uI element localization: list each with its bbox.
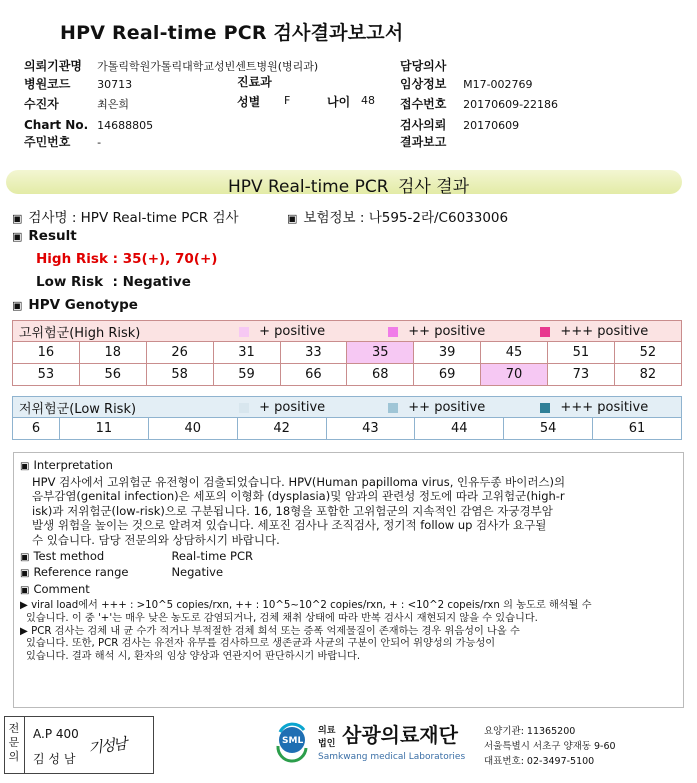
signature: 기성남	[86, 734, 127, 758]
interpretation-line: isk)과 저위험군(low-risk)으로 구분됩니다. 16, 18형을 포함한 고위험군의 지속적인 감염은 자궁경부암	[32, 503, 553, 518]
comment-line: 있습니다. 결과 해석 시, 환자의 임상 양상과 연관지어 판단하시기 바랍니다.	[26, 650, 361, 662]
legend-swatch	[388, 403, 398, 413]
comment-line: 있습니다. 이 중 '+'는 매우 낮은 농도로 감염되거나, 검체 채취 상태에 따라 반복 검사시 재현되지 않을 수 있습니다.	[26, 612, 538, 624]
resident-number-value: -	[97, 136, 102, 149]
genotype-heading-line	[12, 297, 138, 313]
genotype-cell: 44	[415, 418, 504, 440]
hospital-code-label: 병원코드	[24, 77, 71, 91]
legend-swatch	[239, 403, 249, 413]
genotype-cell: 31	[213, 342, 280, 364]
referral-institution-value: 가톨릭학원가톨릭대학교성빈센트병원(병리과)	[97, 60, 319, 73]
test-method-value: Real-time PCR	[171, 548, 253, 563]
genotype-cell: 42	[237, 418, 326, 440]
square-bullet-icon: ▣	[20, 568, 30, 580]
test-method-label: Test method	[33, 548, 105, 563]
low-legend-2	[388, 400, 536, 415]
interpretation-box	[13, 452, 684, 708]
result-banner-title	[0, 172, 697, 197]
low-risk-row	[13, 418, 682, 440]
comment-line: 있습니다. 또한, PCR 검사는 유전자 유무를 검사하므로 생존균과 사균의 구분이 안되어 위양성의 가능성이	[26, 638, 496, 650]
low-legend-3-label: +++ positive	[560, 400, 649, 415]
genotype-cell: 52	[614, 342, 681, 364]
genotype-cell: 69	[414, 364, 481, 386]
genotype-cell: 11	[59, 418, 148, 440]
low-risk-header	[13, 397, 682, 418]
genotype-cell: 16	[13, 342, 80, 364]
high-risk-header	[13, 321, 682, 342]
genotype-cell: 53	[13, 364, 80, 386]
high-risk-label: 고위험군(High Risk)	[19, 325, 141, 341]
low-legend-1-label: + positive	[259, 400, 326, 415]
low-risk-result: Low Risk : Negative	[36, 274, 191, 290]
high-legend-3	[540, 324, 648, 339]
result-heading-line	[12, 228, 77, 244]
org-name: 삼광의료재단	[342, 723, 458, 747]
insurance-info: 보험정보 : 나595-2라/C6033006	[303, 210, 509, 226]
age-label: 나이	[327, 95, 351, 109]
genotype-cell: 33	[280, 342, 347, 364]
reference-range-line	[20, 565, 680, 582]
high-legend-3-label: +++ positive	[560, 324, 649, 339]
low-legend-1	[239, 400, 384, 415]
org-prefix-top: 의료	[318, 726, 336, 736]
interpretation-text	[20, 475, 680, 548]
chart-no-value: 14688805	[97, 119, 154, 132]
patient-label: 수진자	[24, 97, 59, 111]
sml-logo-text: SML	[282, 736, 304, 746]
legend-swatch	[388, 327, 398, 337]
low-legend-3	[540, 400, 648, 415]
interpretation-heading-line	[20, 458, 680, 475]
genotype-cell: 61	[593, 418, 682, 440]
genotype-cell: 82	[614, 364, 681, 386]
high-risk-row-2	[13, 364, 682, 386]
org-phone: 대표번호: 02-3497-5100	[484, 756, 595, 767]
square-bullet-icon: ▣	[20, 551, 30, 563]
sex-label: 성별	[237, 95, 261, 109]
reference-range-label: Reference range	[33, 565, 129, 580]
attending-doctor-label: 담당의사	[400, 59, 447, 73]
interpretation-line: HPV 검사에서 고위험군 유전형이 검출되었습니다. HPV(Human papilloma virus, 인유두종 바이러스)의	[32, 474, 566, 489]
genotype-heading: HPV Genotype	[28, 297, 138, 313]
referral-institution-label: 의뢰기관명	[24, 59, 82, 73]
resident-number-label: 주민번호	[24, 135, 71, 149]
square-bullet-icon: ▣	[20, 461, 30, 472]
genotype-cell: 58	[146, 364, 213, 386]
report-date-label: 결과보고	[400, 135, 447, 149]
genotype-cell-positive: 70	[481, 364, 548, 386]
comment-line: ▶ PCR 검사는 검체 내 균 수가 적거나 부적절한 검체 희석 또는 증폭 억제물질이 존재하는 경우 위음성이 나올 수	[20, 625, 520, 637]
genotype-cell: 51	[548, 342, 615, 364]
accession-number-value: 20170609-22186	[463, 98, 559, 111]
legend-swatch	[540, 327, 550, 337]
genotype-cell: 39	[414, 342, 481, 364]
legend-swatch	[540, 403, 550, 413]
chart-no-label: Chart No.	[24, 118, 89, 132]
pathologist-divider	[24, 716, 25, 774]
high-legend-2	[388, 324, 536, 339]
square-bullet-icon: ▣	[12, 230, 23, 243]
comment-line: ▶ viral load에서 +++ : >10^5 copies/rxn, ++ : 10^5~10^2 copies/rxn, + : <10^2 copeis/rxn 의 농도로 해석될 수	[20, 600, 592, 612]
institution-code: 요양기관: 11365200	[484, 726, 576, 737]
banner-title-ko: 검사 결과	[397, 177, 470, 197]
request-date-label: 검사의뢰	[400, 118, 447, 132]
pathologist-side-label: 전문의	[8, 722, 20, 763]
interpretation-line: 음부감염(genital infection)은 세포의 이형화 (dysplasia)및 암과의 관련성 정도에 따라 고위험군(high-r	[32, 489, 565, 504]
age-value: 48	[361, 94, 375, 107]
low-risk-genotype-table	[12, 396, 682, 440]
genotype-cell: 54	[504, 418, 593, 440]
result-heading: Result	[28, 228, 77, 244]
high-legend-1	[239, 324, 384, 339]
sex-value: F	[284, 94, 291, 107]
clinical-info-value: M17-002769	[463, 78, 533, 91]
genotype-cell: 18	[79, 342, 146, 364]
square-bullet-icon: ▣	[12, 212, 23, 225]
genotype-cell-positive: 35	[347, 342, 414, 364]
patient-value: 최은희	[97, 98, 129, 111]
genotype-cell: 68	[347, 364, 414, 386]
test-name-line	[12, 206, 239, 226]
comment-text	[20, 600, 680, 663]
comment-heading-line	[20, 582, 680, 599]
insurance-line	[287, 206, 508, 226]
genotype-cell: 45	[481, 342, 548, 364]
square-bullet-icon: ▣	[287, 212, 298, 225]
legend-swatch	[239, 327, 249, 337]
hospital-code-value: 30713	[97, 78, 133, 91]
high-legend-2-label: ++ positive	[408, 324, 486, 339]
high-risk-result: High Risk : 35(+), 70(+)	[36, 251, 218, 267]
genotype-cell: 6	[13, 418, 60, 440]
pathologist-box	[4, 716, 154, 774]
genotype-cell: 26	[146, 342, 213, 364]
genotype-cell: 73	[548, 364, 615, 386]
doctor-name: 김 성 남	[33, 752, 76, 766]
genotype-cell: 56	[79, 364, 146, 386]
banner-title-en: HPV Real-time PCR	[227, 177, 389, 197]
accession-number-label: 접수번호	[400, 97, 447, 111]
high-legend-1-label: + positive	[259, 324, 326, 339]
interpretation-line: 발생 위험을 높이는 것으로 알려져 있습니다. 세포진 검사나 조직검사, 정기적 follow up 검사가 요구될	[32, 518, 547, 533]
square-bullet-icon: ▣	[12, 299, 23, 312]
doctor-code: A.P 400	[33, 727, 79, 741]
request-date-value: 20170609	[463, 119, 520, 132]
high-risk-row-1	[13, 342, 682, 364]
genotype-cell: 59	[213, 364, 280, 386]
interpretation-line: 수 있습니다. 담당 전문의와 상담하시기 바랍니다.	[32, 532, 280, 547]
department-label: 진료과	[237, 75, 272, 89]
report-title: HPV Real-time PCR 검사결과보고서	[60, 22, 404, 44]
test-method-line	[20, 549, 680, 566]
org-address: 서울특별시 서초구 양재동 9-60	[484, 741, 616, 752]
genotype-cell: 66	[280, 364, 347, 386]
interpretation-heading: Interpretation	[33, 458, 113, 472]
comment-label: Comment	[33, 581, 90, 596]
reference-range-value: Negative	[171, 565, 224, 580]
genotype-cell: 43	[326, 418, 415, 440]
low-risk-label: 저위험군(Low Risk)	[19, 401, 137, 417]
high-risk-genotype-table	[12, 320, 682, 386]
org-prefix-bottom: 법인	[318, 739, 336, 749]
square-bullet-icon: ▣	[20, 584, 30, 596]
genotype-cell: 40	[148, 418, 237, 440]
test-name: 검사명 : HPV Real-time PCR 검사	[28, 210, 239, 226]
clinical-info-label: 임상정보	[400, 77, 447, 91]
low-legend-2-label: ++ positive	[408, 400, 486, 415]
org-name-en: Samkwang medical Laboratories	[318, 752, 466, 762]
